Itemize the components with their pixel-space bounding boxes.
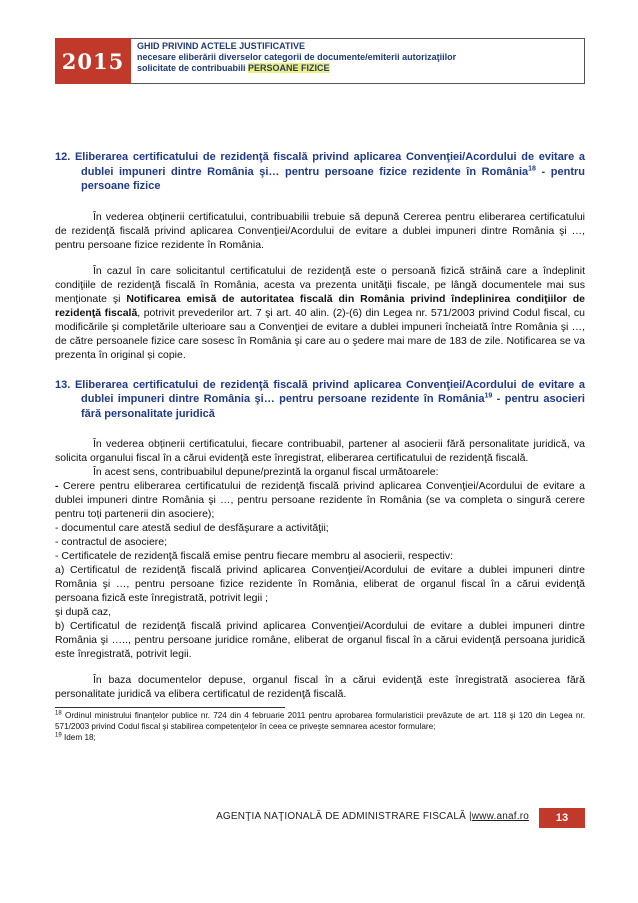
footer-link[interactable]: www.anaf.ro [471,811,529,822]
list-item-b: b) Certificatul de rezidenţă fiscală privind aplicarea Convenţiei/Acordului de evitare a dublei impuneri dintre România şi ….., pentru persoane juridice române, eliberat de organul fiscal în a cărui evidenţă persoana juridică este înregistrată, potrivit legii. [55,620,585,660]
footnote-ref-18[interactable]: 18 [528,164,536,172]
list-item-a: a) Certificatul de rezidenţă fiscală privind aplicarea Convenţiei/Acordului de evitare a dublei impuneri dintre România şi …, pentru persoane fizice rezidente în România, eliberat de organul fiscal în a cărui evidenţă persoana fizică este înregistrată, potrivit legii ; [55,564,585,604]
page-number: 13 [539,808,585,828]
header-line-3 [137,63,584,74]
footer-agency [216,811,529,822]
section-12-heading-text: 12. Eliberarea certificatului de rezidenţă fiscală privind aplicarea Convenţiei/Acordului de evitare a dublei impuneri dintre România şi… pentru persoane fizice rezidente în România [55,151,585,178]
list-item-certificate: - Certificatele de rezidenţă fiscală emise pentru fiecare membru al asocierii, respectiv: [55,550,454,562]
header-line-2: necesare eliberării diverselor categorii de documente/emiterii autorizaţiilor [137,52,457,62]
page-footer [55,808,585,828]
section-12-heading [55,150,585,194]
list-item-contract: - contractul de asociere; [55,536,168,548]
list-dash: - [55,480,64,492]
page-header [55,38,585,84]
year-badge: 2015 [55,38,131,84]
section-12-paragraph-2 [55,264,585,362]
section-13-heading-text: 13. Eliberarea certificatului de rezidenţă fiscală privind aplicarea Convenţiei/Acordului de evitare a dublei impuneri dintre România şi… pentru persoane rezidente în România [55,378,585,405]
list-item-cerere [55,479,585,521]
section-13-heading [55,378,585,422]
footnote-19-number: 19 [55,732,62,739]
section-13-paragraph-1: În vederea obținerii certificatului, fiecare contribuabil, partener al asocierii fără personalitate juridică, va solicita organului fiscal în a cărui evidenţă este înregistrat, eliberarea certificatului de rezidenţă fiscală. [55,438,585,464]
section-13-paragraph-3: În baza documentelor depuse, organul fiscal în a cărui evidenţă este înregistrată asocierea fără personalitate juridică va elibera certificatul de rezidenţă fiscală. [55,674,585,700]
section-12-paragraph-2-rest: , potrivit prevederilor art. 7 şi art. 40 alin. (2)-(6) din Legea nr. 571/2003 privind Codul fiscal, cu modificările şi completările ulterioare sau a Convenţiei de evitare a dublei impuneri încheiată între România şi …, de către persoanele fizice care sosesc în România şi care au o şedere mai mare de 183 de zile. Notificarea se va prezenta în original și copie. [55,306,586,361]
footnote-18-text: Ordinul ministrului finanţelor publice nr. 724 din 4 februarie 2011 pentru aprobarea formularisticii prevăzute de art. 118 şi 120 din Legea nr. 571/2003 privind Codul fiscal şi stabilirea competenţelor în ceea ce priveşte semnarea acestor formulare; [55,711,585,731]
footnote-18 [55,710,585,732]
list-item-sediu: - documentul care atestă sediul de desfăşurare a activităţii; [55,522,329,534]
header-line-3-text: solicitate de contribuabili [137,63,249,73]
section-12-paragraph-1: În vederea obținerii certificatului, contribuabilii trebuie să depună Cererea pentru eliberarea certificatului de rezidenţă fiscală privind aplicarea Convenţiei/Acordului de evitare a dublei impuneri dintre România şi …, pentru persoane fizice rezidente în România. [55,210,585,251]
page-content [55,150,585,743]
header-line-1: GHID PRIVIND ACTELE JUSTIFICATIVE [137,41,306,51]
footnote-divider [55,707,285,708]
list-item-and: şi după caz, [55,606,112,618]
header-title [131,38,585,84]
section-13-paragraph-2: În acest sens, contribuabilul depune/prezintă la organul fiscal următoarele: [93,466,439,478]
footnote-19 [55,732,585,743]
footnote-ref-19[interactable]: 19 [484,392,493,400]
section-13-heading-suffix: - pentru asocieri fără personalitate juridică [81,393,585,420]
footnote-18-number: 18 [55,710,62,717]
footnote-19-text: Idem 18; [61,733,96,742]
header-highlight: PERSOANE FIZICE [248,63,330,73]
section-12-heading-suffix: - pentru persoane fizice [81,165,585,192]
list-item-cerere-text: Cerere pentru eliberarea certificatului de rezidenţă fiscală privind aplicarea Convenţiei/Acordului de evitare a dublei impuneri dintre România şi …, pentru persoane rezidente în România (se va completa o singură cerere pentru toți partenerii din asociere); [55,480,585,520]
section-12-paragraph-2-text: În cazul în care solicitantul certificatului de rezidenţă este o persoană fizică străină care a îndeplinit condiţiile de rezidenţă fiscală în România, acesta va prezenta unităţii fiscale, pe lângă documentele mai sus menţionate şi [55,264,585,305]
footer-agency-name: AGENŢIA NAŢIONALĂ DE ADMINISTRARE FISCALĂ | [216,811,472,822]
section-12-bold-text: Notificarea emisă de autoritatea fiscală din România privind îndeplinirea condiţiilor de rezidenţă fiscală [55,292,586,319]
